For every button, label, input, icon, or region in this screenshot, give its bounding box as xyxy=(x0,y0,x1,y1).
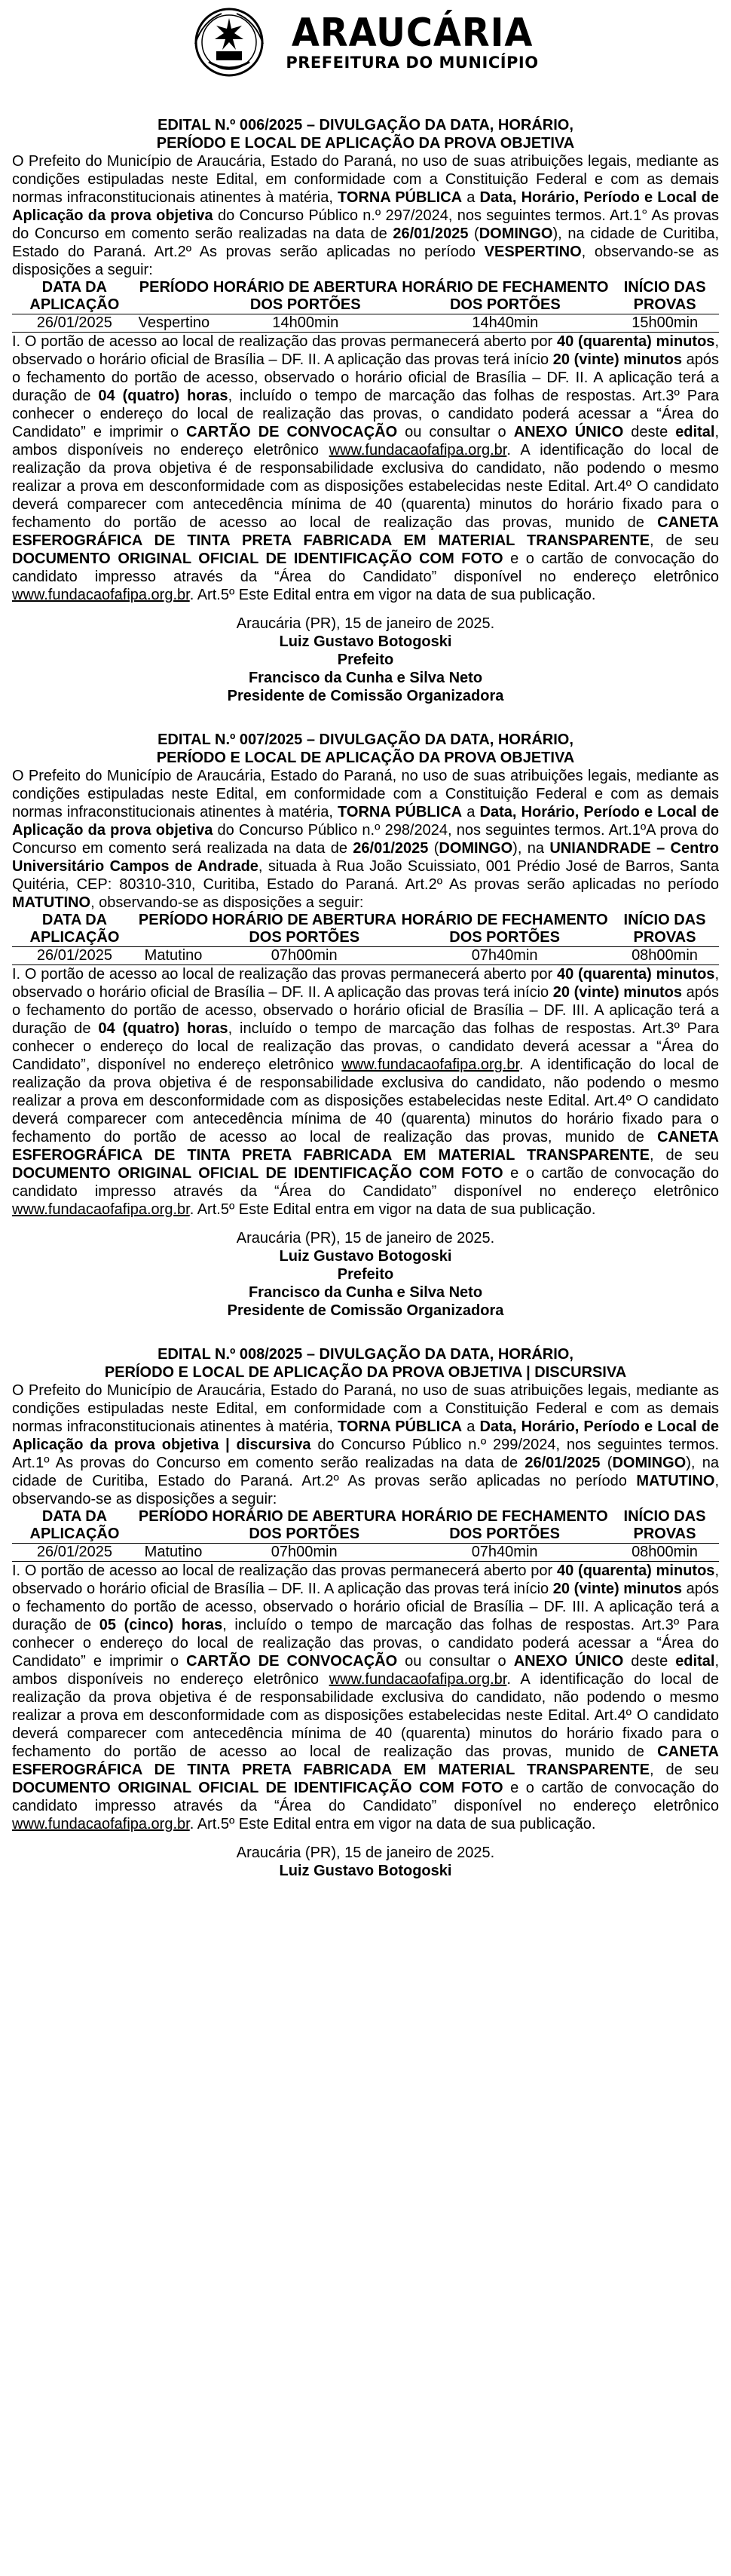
column-header-data: DATA DA APLICAÇÃO xyxy=(12,1508,137,1544)
text-segment: deste xyxy=(623,424,676,440)
signer-name: Francisco da Cunha e Silva Neto xyxy=(248,670,483,686)
text-segment: ( xyxy=(468,225,479,242)
edital-section xyxy=(12,731,719,1320)
bold-text: 20 (vinte) minutos xyxy=(552,351,683,368)
text-segment: deste xyxy=(623,1653,676,1670)
bold-text: DOMINGO xyxy=(612,1455,687,1471)
text-segment: , observando-se as disposições a seguir: xyxy=(12,244,719,278)
schedule-table xyxy=(12,279,719,333)
text-segment: . A identificação do local de realização da prova objetiva é de responsabilidade exclusiva do candidato, não podendo o mesmo realizar a prova em desconformidade com as disposições estabelecidas neste Edital. Art.4º O candidato deverá comparecer com antecedência mínima de 40 (quarenta) minutos do horário fixado para o fechamento do portão de acesso ao local de realização das provas, munido de xyxy=(12,1671,719,1760)
column-header-periodo: PERÍODO xyxy=(137,279,212,314)
bold-text: MATUTINO xyxy=(636,1473,715,1489)
bold-text: TORNA PÚBLICA xyxy=(338,189,463,206)
cell-data: 26/01/2025 xyxy=(12,314,137,333)
column-header-abertura: HORÁRIO DE ABERTURA DOS PORTÕES xyxy=(210,912,399,947)
website-link[interactable]: www.fundacaofafipa.org.br xyxy=(329,1671,507,1688)
text-segment: , observado o horário oficial de Brasília – DF. II. A aplicação das provas terá início xyxy=(12,966,719,1001)
edital-intro-paragraph xyxy=(12,1382,719,1508)
signer-role: Presidente de Comissão Organizadora xyxy=(227,1302,504,1319)
column-header-fechamento: HORÁRIO DE FECHAMENTO DOS PORTÕES xyxy=(399,912,610,947)
bold-text: DOCUMENTO ORIGINAL OFICIAL DE IDENTIFICAÇÃO COM FOTO xyxy=(12,1780,503,1796)
bold-text: edital xyxy=(675,424,715,440)
text-segment: , situada à Rua João Scuissiato, 001 Prédio José de Barros, Santa Quitéria, CEP: 80310-310, Curitiba, Estado do Paraná. Art.2º As provas serão aplicadas no período xyxy=(12,858,720,893)
cell-fechamento: 14h40min xyxy=(399,314,610,333)
place-date: Araucária (PR), 15 de janeiro de 2025. xyxy=(236,615,495,632)
bold-text: 04 (quatro) horas xyxy=(98,1020,228,1037)
column-header-inicio: INÍCIO DAS PROVAS xyxy=(610,1508,719,1544)
text-segment: e o cartão de convocação do candidato impresso através da “Área do Candidato” disponível no endereço eletrônico xyxy=(12,1780,719,1814)
table-header-row xyxy=(12,1508,719,1544)
bold-text: UNIANDRADE – Centro Universitário Campos de Andrade xyxy=(12,840,719,875)
cell-data: 26/01/2025 xyxy=(12,947,137,965)
cell-periodo: Vespertino xyxy=(138,314,210,331)
text-segment: a xyxy=(462,804,480,820)
column-header-data: DATA DA APLICAÇÃO xyxy=(12,912,137,947)
edital-title-line: PERÍODO E LOCAL DE APLICAÇÃO DA PROVA OBJETIVA | DISCURSIVA xyxy=(104,1364,627,1381)
text-segment: , ambos disponíveis no endereço eletrônico xyxy=(12,1653,719,1688)
cell-data: 26/01/2025 xyxy=(12,1544,137,1562)
bold-text: DOCUMENTO ORIGINAL OFICIAL DE IDENTIFICAÇÃO COM FOTO xyxy=(12,1165,503,1182)
text-segment: , observado o horário oficial de Brasília – DF. II. A aplicação das provas terá início xyxy=(12,333,719,368)
text-segment: , de seu xyxy=(649,532,719,549)
text-segment: ), na xyxy=(512,840,550,857)
cell-fechamento: 07h40min xyxy=(399,947,610,965)
cell-inicio: 08h00min xyxy=(610,947,719,965)
bold-text: CARTÃO DE CONVOCAÇÃO xyxy=(186,1653,398,1670)
edital-title xyxy=(12,116,719,152)
cell-inicio: 15h00min xyxy=(610,314,719,333)
editais-list xyxy=(12,116,719,1880)
text-segment: , observado o horário oficial de Brasília – DF. II. A aplicação das provas terá início xyxy=(12,1562,719,1597)
cell-abertura: 07h00min xyxy=(210,947,399,965)
signer-role: Presidente de Comissão Organizadora xyxy=(227,688,504,704)
edital-title-line: PERÍODO E LOCAL DE APLICAÇÃO DA PROVA OBJETIVA xyxy=(156,135,575,152)
text-segment: ), na cidade de Curitiba, Estado do Paraná. Art.2º As provas serão aplicadas no período xyxy=(12,225,720,260)
text-segment: , de seu xyxy=(649,1762,719,1778)
table-row xyxy=(12,314,719,333)
bold-text: DOMINGO xyxy=(479,225,553,242)
bold-text: ANEXO ÚNICO xyxy=(513,1653,624,1670)
text-segment: do Concurso Público n.º 299/2024, nos seguintes termos. Art.1º As provas do Concurso em comento serão realizadas na data de xyxy=(12,1437,720,1471)
table-row xyxy=(12,947,719,965)
edital-title xyxy=(12,1345,719,1382)
text-segment: e o cartão de convocação do candidato impresso através da “Área do Candidato” disponível no endereço eletrônico xyxy=(12,550,719,585)
signature-block xyxy=(12,1844,719,1880)
bold-text: Data, Horário, Período e Local de Aplicação da prova objetiva | discursiva xyxy=(12,1418,719,1453)
edital-intro-paragraph xyxy=(12,767,719,912)
bold-text: TORNA PÚBLICA xyxy=(338,804,463,820)
table-row xyxy=(12,1544,719,1562)
text-segment: I. O portão de acesso ao local de realização das provas permanecerá aberto por xyxy=(12,333,557,350)
cell-abertura: 14h00min xyxy=(211,314,399,333)
table-header-row xyxy=(12,279,719,314)
text-segment: ou consultar o xyxy=(397,424,514,440)
bold-text: CANETA ESFEROGRÁFICA DE TINTA PRETA FABRICADA EM MATERIAL TRANSPARENTE xyxy=(12,1743,719,1778)
brand xyxy=(281,13,543,72)
bold-text: DOMINGO xyxy=(439,840,513,857)
column-header-fechamento: HORÁRIO DE FECHAMENTO DOS PORTÕES xyxy=(399,279,610,314)
website-link[interactable]: www.fundacaofafipa.org.br xyxy=(329,442,507,458)
bold-text: DOCUMENTO ORIGINAL OFICIAL DE IDENTIFICAÇÃO COM FOTO xyxy=(12,550,503,567)
text-segment: O Prefeito do Município de Araucária, Estado do Paraná, no uso de suas atribuições legais, mediante as condições estipuladas neste Edital, em conformidade com a Constituição Federal e com as demais normas infraconstitucionais atinentes à matéria, xyxy=(12,153,719,206)
website-link[interactable]: www.fundacaofafipa.org.br xyxy=(12,1201,190,1218)
text-segment: . Art.5º Este Edital entra em vigor na data de sua publicação. xyxy=(189,587,596,603)
schedule-table xyxy=(12,912,719,965)
text-segment: I. O portão de acesso ao local de realização das provas permanecerá aberto por xyxy=(12,966,557,983)
text-segment: , observando-se as disposições a seguir: xyxy=(90,894,364,911)
edital-intro-paragraph xyxy=(12,152,719,279)
bold-text: CANETA ESFEROGRÁFICA DE TINTA PRETA FABRICADA EM MATERIAL TRANSPARENTE xyxy=(12,514,719,549)
bold-text: 26/01/2025 xyxy=(525,1455,601,1471)
bold-text: 40 (quarenta) minutos xyxy=(556,333,715,350)
cell-inicio: 08h00min xyxy=(610,1544,719,1562)
column-header-abertura: HORÁRIO DE ABERTURA DOS PORTÕES xyxy=(211,279,399,314)
signer-name: Luiz Gustavo Botogoski xyxy=(279,1248,452,1265)
text-segment: ou consultar o xyxy=(397,1653,514,1670)
text-segment: e o cartão de convocação do candidato impresso através da “Área do Candidato” disponível no endereço eletrônico xyxy=(12,1165,719,1200)
cell-fechamento: 07h40min xyxy=(399,1544,610,1562)
text-segment: , incluído o tempo de marcação das folhas de respostas. Art.3º Para conhecer o endereço do local de realização das provas, o candidato poderá acessar a “Área do Candidato” e imprimir o xyxy=(12,388,720,440)
text-segment: , incluído o tempo de marcação das folhas de respostas. Art.3º Para conhecer o endereço do local de realização das provas, o candidato poderá acessar a “Área do Candidato” e imprimir o xyxy=(12,1617,719,1670)
text-segment: . Art.5º Este Edital entra em vigor na data de sua publicação. xyxy=(189,1201,596,1218)
text-segment: , ambos disponíveis no endereço eletrônico xyxy=(12,424,719,458)
bold-text: ANEXO ÚNICO xyxy=(513,424,624,440)
text-segment: do Concurso Público n.º 298/2024, nos seguintes termos. Art.1ºA prova do Concurso em comento será realizada na data de xyxy=(12,822,719,857)
text-segment: após o fechamento do portão de acesso, observado o horário oficial de Brasília – DF. III. A aplicação terá a duração de xyxy=(12,984,719,1037)
edital-title xyxy=(12,731,719,767)
text-segment: do Concurso Público n.º 297/2024, nos seguintes termos. Art.1° As provas do Concurso em comento serão realizadas na data de xyxy=(12,207,720,242)
column-header-periodo: PERÍODO xyxy=(137,1508,210,1544)
text-segment: I. O portão de acesso ao local de realização das provas permanecerá aberto por xyxy=(12,1562,557,1579)
bold-text: 26/01/2025 xyxy=(393,225,469,242)
place-date: Araucária (PR), 15 de janeiro de 2025. xyxy=(236,1230,495,1247)
text-segment: após o fechamento do portão de acesso, observado o horário oficial de Brasília – DF. III. A aplicação terá a duração de xyxy=(12,1581,719,1633)
text-segment: ), na cidade de Curitiba, Estado do Paraná. Art.2º As provas serão aplicadas no período xyxy=(12,1455,719,1489)
signature-block xyxy=(12,1229,719,1320)
bold-text: Data, Horário, Período e Local de Aplicação da prova objetiva xyxy=(12,189,719,224)
bold-text: 40 (quarenta) minutos xyxy=(556,966,715,983)
text-segment: , incluído o tempo de marcação das folhas de respostas. Art.3º Para conhecer o endereço do local de realização das provas, o candidato deverá acessar a “Área do Candidato”, disponível no endereço eletrônico xyxy=(12,1020,720,1073)
column-header-periodo: PERÍODO xyxy=(137,912,210,947)
signer-role: Prefeito xyxy=(337,652,394,668)
edital-title-line: EDITAL N.º 008/2025 – DIVULGAÇÃO DA DATA, HORÁRIO, xyxy=(158,1346,573,1363)
bold-text: MATUTINO xyxy=(12,894,91,911)
website-link[interactable]: www.fundacaofafipa.org.br xyxy=(12,587,190,603)
header xyxy=(12,6,719,78)
signer-role: Prefeito xyxy=(337,1266,394,1283)
text-segment: , observando-se as disposições a seguir: xyxy=(12,1473,719,1507)
edital-section xyxy=(12,1345,719,1880)
text-segment: ( xyxy=(428,840,439,857)
text-segment: . A identificação do local de realização da prova objetiva é de responsabilidade exclusiva do candidato, não podendo o mesmo realizar a prova em desconformidade com as disposições estabelecidas neste Edital. Art.4º O candidato deverá comparecer com antecedência mínima de 40 (quarenta) minutos do horário fixado para o fechamento do portão de acesso ao local de realização das provas, munido de xyxy=(12,1056,719,1145)
website-link[interactable]: www.fundacaofafipa.org.br xyxy=(341,1056,520,1073)
text-segment: , de seu xyxy=(649,1147,719,1164)
edital-section xyxy=(12,116,719,705)
text-segment: a xyxy=(462,189,480,206)
schedule-table xyxy=(12,1508,719,1562)
cell-abertura: 07h00min xyxy=(210,1544,399,1562)
text-segment: O Prefeito do Município de Araucária, Estado do Paraná, no uso de suas atribuições legais, mediante as condições estipuladas neste Edital, em conformidade com a Constituição Federal e com as demais normas infraconstitucionais atinentes à matéria, xyxy=(12,768,719,820)
column-header-data: DATA DA APLICAÇÃO xyxy=(12,279,137,314)
signer-name: Francisco da Cunha e Silva Neto xyxy=(248,1284,483,1301)
text-segment: . Art.5º Este Edital entra em vigor na data de sua publicação. xyxy=(189,1816,596,1832)
text-segment: após o fechamento do portão de acesso, observado o horário oficial de Brasília – DF. II. A aplicação terá a duração de xyxy=(12,351,719,404)
signer-name: Luiz Gustavo Botogoski xyxy=(279,633,452,650)
edital-body-paragraph xyxy=(12,965,719,1219)
bold-text: TORNA PÚBLICA xyxy=(338,1418,463,1435)
edital-title-line: PERÍODO E LOCAL DE APLICAÇÃO DA PROVA OBJETIVA xyxy=(156,750,575,766)
text-segment: a xyxy=(462,1418,480,1435)
bold-text: 20 (vinte) minutos xyxy=(552,984,683,1001)
place-date: Araucária (PR), 15 de janeiro de 2025. xyxy=(236,1845,495,1861)
cell-periodo: Matutino xyxy=(137,947,210,965)
bold-text: CARTÃO DE CONVOCAÇÃO xyxy=(186,424,398,440)
bold-text: edital xyxy=(675,1653,715,1670)
text-segment: ( xyxy=(600,1455,613,1471)
brand-subtitle: PREFEITURA DO MUNICÍPIO xyxy=(286,54,539,72)
text-segment: . A identificação do local de realização da prova objetiva é de responsabilidade exclusiva do candidato, não podendo o mesmo realizar a prova em desconformidade com as disposições estabelecidas neste Edital. Art.4º O candidato deverá comparecer com antecedência mínima de 40 (quarenta) minutos do horário fixado para o fechamento do portão de acesso ao local de realização das provas, munido de xyxy=(12,442,719,531)
municipal-seal-icon xyxy=(188,6,271,78)
bold-text: VESPERTINO xyxy=(484,244,582,260)
column-header-fechamento: HORÁRIO DE FECHAMENTO DOS PORTÕES xyxy=(399,1508,610,1544)
brand-name: ARAUCÁRIA xyxy=(291,11,534,56)
bold-text: 04 (quatro) horas xyxy=(98,388,228,404)
edital-title-line: EDITAL N.º 007/2025 – DIVULGAÇÃO DA DATA, HORÁRIO, xyxy=(158,731,573,748)
signer-name: Luiz Gustavo Botogoski xyxy=(279,1863,452,1879)
column-header-inicio: INÍCIO DAS PROVAS xyxy=(610,912,719,947)
signature-block xyxy=(12,615,719,705)
bold-text: CANETA ESFEROGRÁFICA DE TINTA PRETA FABRICADA EM MATERIAL TRANSPARENTE xyxy=(12,1129,719,1164)
edital-body-paragraph xyxy=(12,333,719,604)
text-segment: O Prefeito do Município de Araucária, Estado do Paraná, no uso de suas atribuições legais, mediante as condições estipuladas neste Edital, em conformidade com a Constituição Federal e com as demais normas infraconstitucionais atinentes à matéria, xyxy=(12,1382,719,1435)
bold-text: 20 (vinte) minutos xyxy=(552,1581,683,1597)
bold-text: Data, Horário, Período e Local de Aplicação da prova objetiva xyxy=(12,804,719,839)
bold-text: 40 (quarenta) minutos xyxy=(556,1562,715,1579)
bold-text: 05 (cinco) horas xyxy=(99,1617,223,1633)
cell-periodo: Matutino xyxy=(137,1544,210,1562)
bold-text: 26/01/2025 xyxy=(353,840,429,857)
website-link[interactable]: www.fundacaofafipa.org.br xyxy=(12,1816,190,1832)
column-header-inicio: INÍCIO DAS PROVAS xyxy=(610,279,719,314)
column-header-abertura: HORÁRIO DE ABERTURA DOS PORTÕES xyxy=(210,1508,399,1544)
edital-body-paragraph xyxy=(12,1562,719,1833)
table-header-row xyxy=(12,912,719,947)
edital-title-line: EDITAL N.º 006/2025 – DIVULGAÇÃO DA DATA, HORÁRIO, xyxy=(158,117,573,133)
